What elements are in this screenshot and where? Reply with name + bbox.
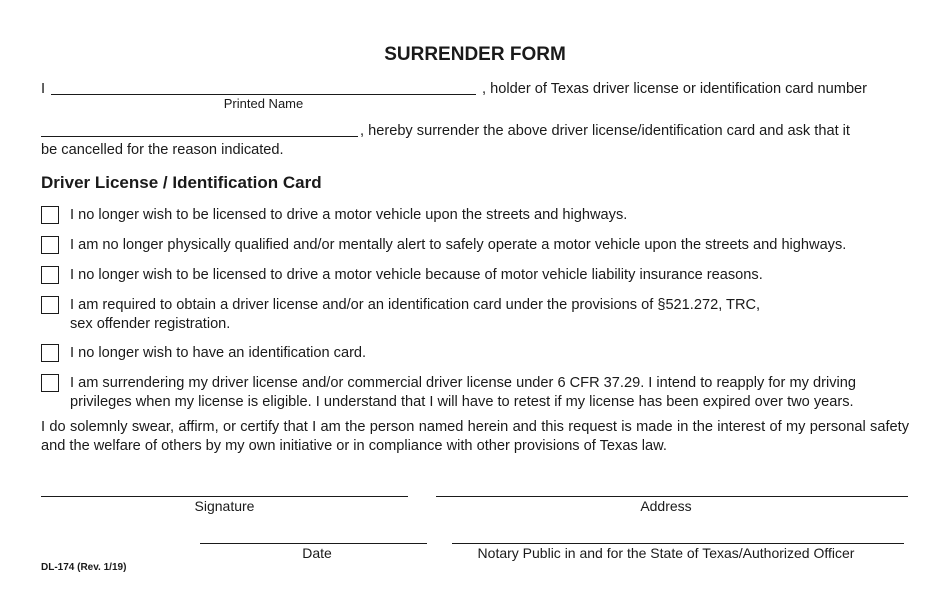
printed-name-label: Printed Name xyxy=(223,96,304,111)
notary-field[interactable] xyxy=(452,543,904,544)
printed-name-field[interactable] xyxy=(51,94,476,95)
option-label: I no longer wish to be licensed to drive a motor vehicle upon the streets and highways. xyxy=(70,207,628,223)
date-label: Date xyxy=(302,545,332,561)
oath-statement: I do solemnly swear, affirm, or certify that I am the person named herein and this request is made in the interest of my personal safety and the welfare of others by my own initiative or in compliance with other provisions of Texas law. xyxy=(41,419,909,454)
option-checkbox-cfr-surrender[interactable] xyxy=(41,374,59,392)
notary-label: Notary Public in and for the State of Texas/Authorized Officer xyxy=(477,545,855,561)
option-label: I no longer wish to be licensed to drive a motor vehicle because of motor vehicle liability insurance reasons. xyxy=(70,267,763,283)
option-checkbox-no-longer-wish-licensed[interactable] xyxy=(41,206,59,224)
option-checkbox-not-physically-qualified[interactable] xyxy=(41,236,59,254)
option-label: I am no longer physically qualified and/or mentally alert to safely operate a motor vehicle upon the streets and highways. xyxy=(70,237,847,253)
address-field[interactable] xyxy=(436,496,908,497)
signature-label: Signature xyxy=(194,498,255,514)
section-heading: Driver License / Identification Card xyxy=(41,173,322,192)
option-checkbox-insurance-reasons[interactable] xyxy=(41,266,59,284)
option-label-cont: privileges when my license is eligible. I understand that I will have to retest if my license has been expired over two years. xyxy=(70,394,854,410)
option-label: I am required to obtain a driver license and/or an identification card under the provisions of §521.272, TRC, xyxy=(70,297,761,313)
option-checkbox-no-identification-card[interactable] xyxy=(41,344,59,362)
form-number: DL-174 (Rev. 1/19) xyxy=(41,562,127,573)
license-number-field[interactable] xyxy=(41,136,358,137)
signature-field[interactable] xyxy=(41,496,408,497)
surrender-text-cont: be cancelled for the reason indicated. xyxy=(41,142,284,158)
option-label: I no longer wish to have an identification card. xyxy=(70,345,367,361)
intro-pronoun: I xyxy=(41,81,46,97)
holder-text: , holder of Texas driver license or identification card number xyxy=(482,81,868,97)
option-label: I am surrendering my driver license and/or commercial driver license under 6 CFR 37.29. I intend to reapply for my driving xyxy=(70,375,856,391)
surrender-text: , hereby surrender the above driver license/identification card and ask that it xyxy=(360,123,850,139)
address-label: Address xyxy=(640,498,692,514)
date-field[interactable] xyxy=(200,543,427,544)
option-checkbox-sex-offender-registration[interactable] xyxy=(41,296,59,314)
form-title: SURRENDER FORM xyxy=(384,44,566,65)
option-label-cont: sex offender registration. xyxy=(70,316,231,332)
